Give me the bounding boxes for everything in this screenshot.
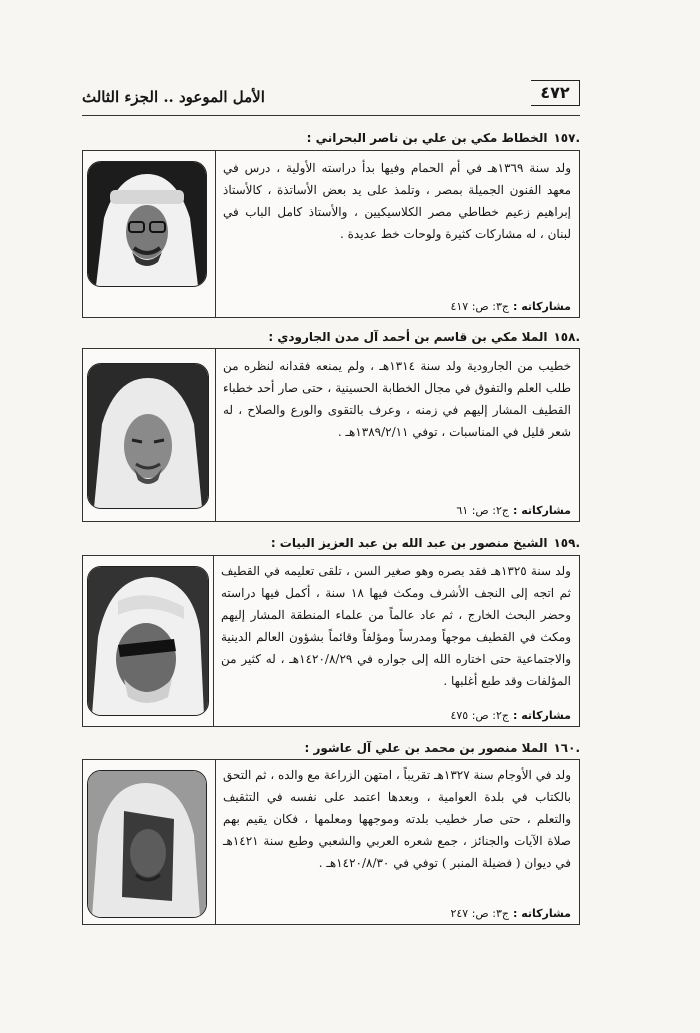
portrait-photo — [87, 770, 207, 918]
header-rule — [82, 115, 580, 116]
page-title: الأمل الموعود .. الجزء الثالث — [82, 88, 265, 106]
entry-heading — [300, 131, 580, 145]
entry-bio: ولد سنة ١٣٦٩هـ في أم الحمام وفيها بدأ دراسته الأولية ، درس في معهد الفنون الجميلة بمصر ، وتلمذ على يد بعض الأساتذة ، كالأستاذ إبراهيم زعيم خطاطي مصر الكلاسيكيين ، والأستاذ كامل الباب في لبنان ، له مشاركات كثيرة ولوحات خط عديدة . — [223, 161, 571, 241]
entry-heading — [268, 330, 580, 344]
entry-contributions — [450, 300, 571, 313]
contributions-label: مشاركاته : — [512, 907, 571, 920]
entry-bio: خطيب من الجارودية ولد سنة ١٣١٤هـ ، ولم يمنعه فقدانه لنظره من طلب العلم والتفوق في مجال الخطابة الحسينية ، حتى صار أحد خطباء القطيف المشار إليهم في زمنه ، وعرف بالتقوى والورع والصلاح ، له شعر قليل في المناسبات ، توفي ١٣٨٩/٢/١١هـ . — [223, 359, 571, 439]
entry-box — [82, 759, 580, 925]
contributions-ref: ج٣: ص: ٢٤٧ — [450, 907, 509, 920]
entry-contributions — [456, 504, 571, 517]
entry-number: .١٥٩ — [553, 536, 580, 550]
contributions-label: مشاركاته : — [512, 504, 571, 517]
entry-bio: ولد في الأوجام سنة ١٣٢٧هـ تقريباً ، امتهن الزراعة مع والده ، ثم التحق بالكتاب في بلدة العوامية ، وبعدها اعتمد على نفسه في التثقيف والتعلم ، حتى صار خطيب بلدته وموجهها ومعلمها ، فكان يقيم بهم صلاة الآيات والجنائز ، جمع شعره العربي والشعبي وطبع سنة ١٤٢١هـ في ديوان ( فضيلة المنبر ) توفي في ١٤٢٠/٨/٣٠هـ . — [223, 768, 572, 870]
portrait-photo — [87, 161, 207, 287]
page-number: ٤٧٢ — [531, 80, 580, 106]
entry-name: الملا مكي بن قاسم بن أحمد آل مدن الجارودي : — [268, 330, 548, 344]
entry-number: .١٥٨ — [553, 330, 580, 344]
portrait-image — [88, 364, 208, 508]
entry-heading — [270, 536, 580, 550]
portrait-photo — [87, 363, 209, 509]
contributions-label: مشاركاته : — [512, 709, 571, 722]
portrait-image — [88, 771, 206, 917]
column-divider — [215, 760, 216, 924]
contributions-label: مشاركاته : — [512, 300, 571, 313]
page-header — [82, 80, 580, 116]
portrait-photo — [87, 566, 209, 716]
entry-bio: ولد سنة ١٣٢٥هـ فقد بصره وهو صغير السن ، تلقى تعليمه في القطيف ثم اتجه إلى النجف الأشرف ومكث فيها ١٨ سنة ، أكمل فيها دراسته وحضر البحث الخارج ، ثم عاد عالماً من علماء المنطقة المشار إليهم ومكث في القطيف موجهاً ومدرساً ومؤلفاً وقائماً بشؤون العالم الدينية والاجتماعية حتى اختاره الله إلى جواره في ١٤٢٠/٨/٢٩هـ ، له كثير من المؤلفات وقد طبع أغلبها . — [221, 564, 572, 688]
column-divider — [213, 556, 214, 726]
portrait-image — [88, 162, 206, 286]
contributions-ref: ج٢: ص: ٤٧٥ — [450, 709, 509, 722]
entry-box — [82, 348, 580, 522]
entry-number: .١٦٠ — [553, 741, 580, 755]
entry-box — [82, 555, 580, 727]
contributions-ref: ج٣: ص: ٤١٧ — [450, 300, 509, 313]
entry-contributions — [450, 709, 571, 722]
entry-box — [82, 150, 580, 318]
column-divider — [215, 151, 216, 317]
entry-name: الشيخ منصور بن عبد الله بن عبد العزيز البيات : — [270, 536, 548, 550]
entry-number: .١٥٧ — [553, 131, 580, 145]
entry-name: الملا منصور بن محمد بن علي آل عاشور : — [304, 741, 548, 755]
column-divider — [215, 349, 216, 521]
portrait-image — [88, 567, 208, 715]
entry-heading — [300, 741, 580, 755]
contributions-ref: ج٢: ص: ٦١ — [456, 504, 509, 517]
entry-name: الخطاط مكي بن علي بن ناصر البحراني : — [306, 131, 548, 145]
entry-contributions — [450, 907, 571, 920]
